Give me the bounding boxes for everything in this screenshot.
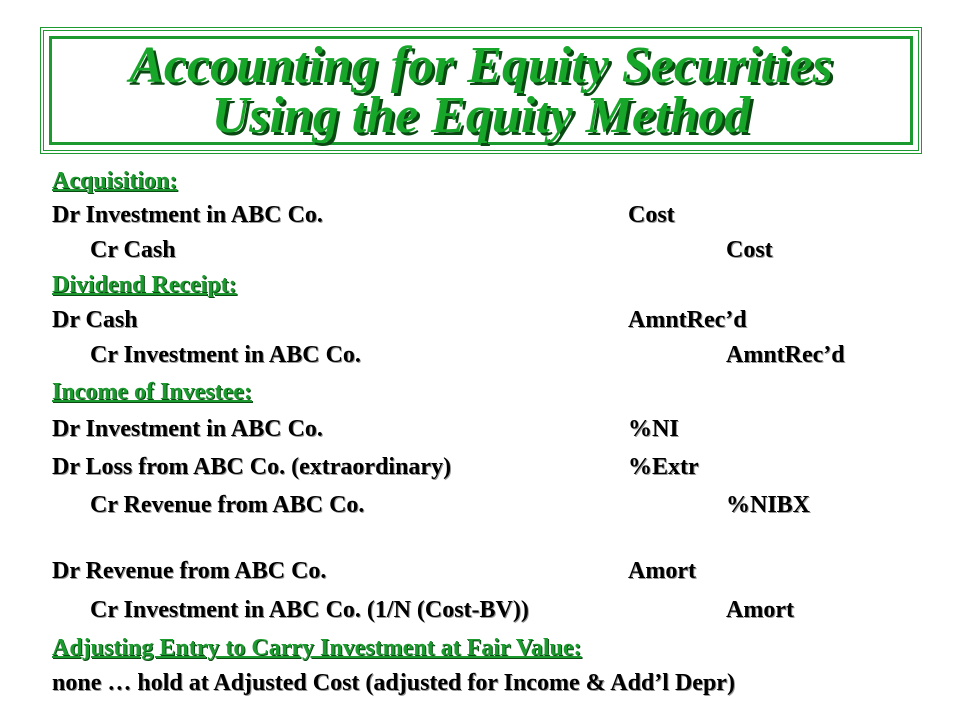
dividend-dr-amount: AmntRec’d [628, 307, 747, 333]
acquisition-dr-account: Dr Investment in ABC Co. [52, 202, 323, 228]
income-dr2-amount: %Extr [628, 454, 699, 480]
acquisition-cr-amount: Cost [726, 237, 773, 263]
dividend-cr-amount: AmntRec’d [726, 342, 845, 368]
title-frame [40, 27, 922, 154]
adjusting-text: none … hold at Adjusted Cost (adjusted for Income & Add’l Depr) [52, 670, 735, 696]
income-cr-amount: %NIBX [726, 492, 811, 518]
income-dr3-account: Dr Revenue from ABC Co. [52, 558, 327, 584]
income-dr1-amount: %NI [628, 416, 679, 442]
dividend-cr-account: Cr Investment in ABC Co. [90, 342, 361, 368]
acquisition-cr-account: Cr Cash [90, 237, 176, 263]
acquisition-dr-amount: Cost [628, 202, 675, 228]
title-box [49, 36, 913, 145]
income-cr-account: Cr Revenue from ABC Co. [90, 492, 365, 518]
dividend-heading: Dividend Receipt: [52, 272, 237, 298]
adjusting-heading: Adjusting Entry to Carry Investment at Fair Value: [52, 635, 582, 661]
income-heading: Income of Investee: [52, 379, 252, 405]
income-dr1-account: Dr Investment in ABC Co. [52, 416, 323, 442]
income-cr2-amount: Amort [726, 597, 794, 623]
dividend-dr-account: Dr Cash [52, 307, 138, 333]
title-line-2: Using the Equity Method [211, 86, 751, 144]
title-line-1: Accounting for Equity Securities [129, 36, 833, 94]
income-dr2-account: Dr Loss from ABC Co. (extraordinary) [52, 454, 452, 480]
income-cr2-account: Cr Investment in ABC Co. (1/N (Cost-BV)) [90, 597, 529, 623]
acquisition-heading: Acquisition: [52, 168, 178, 194]
income-dr3-amount: Amort [628, 558, 696, 584]
